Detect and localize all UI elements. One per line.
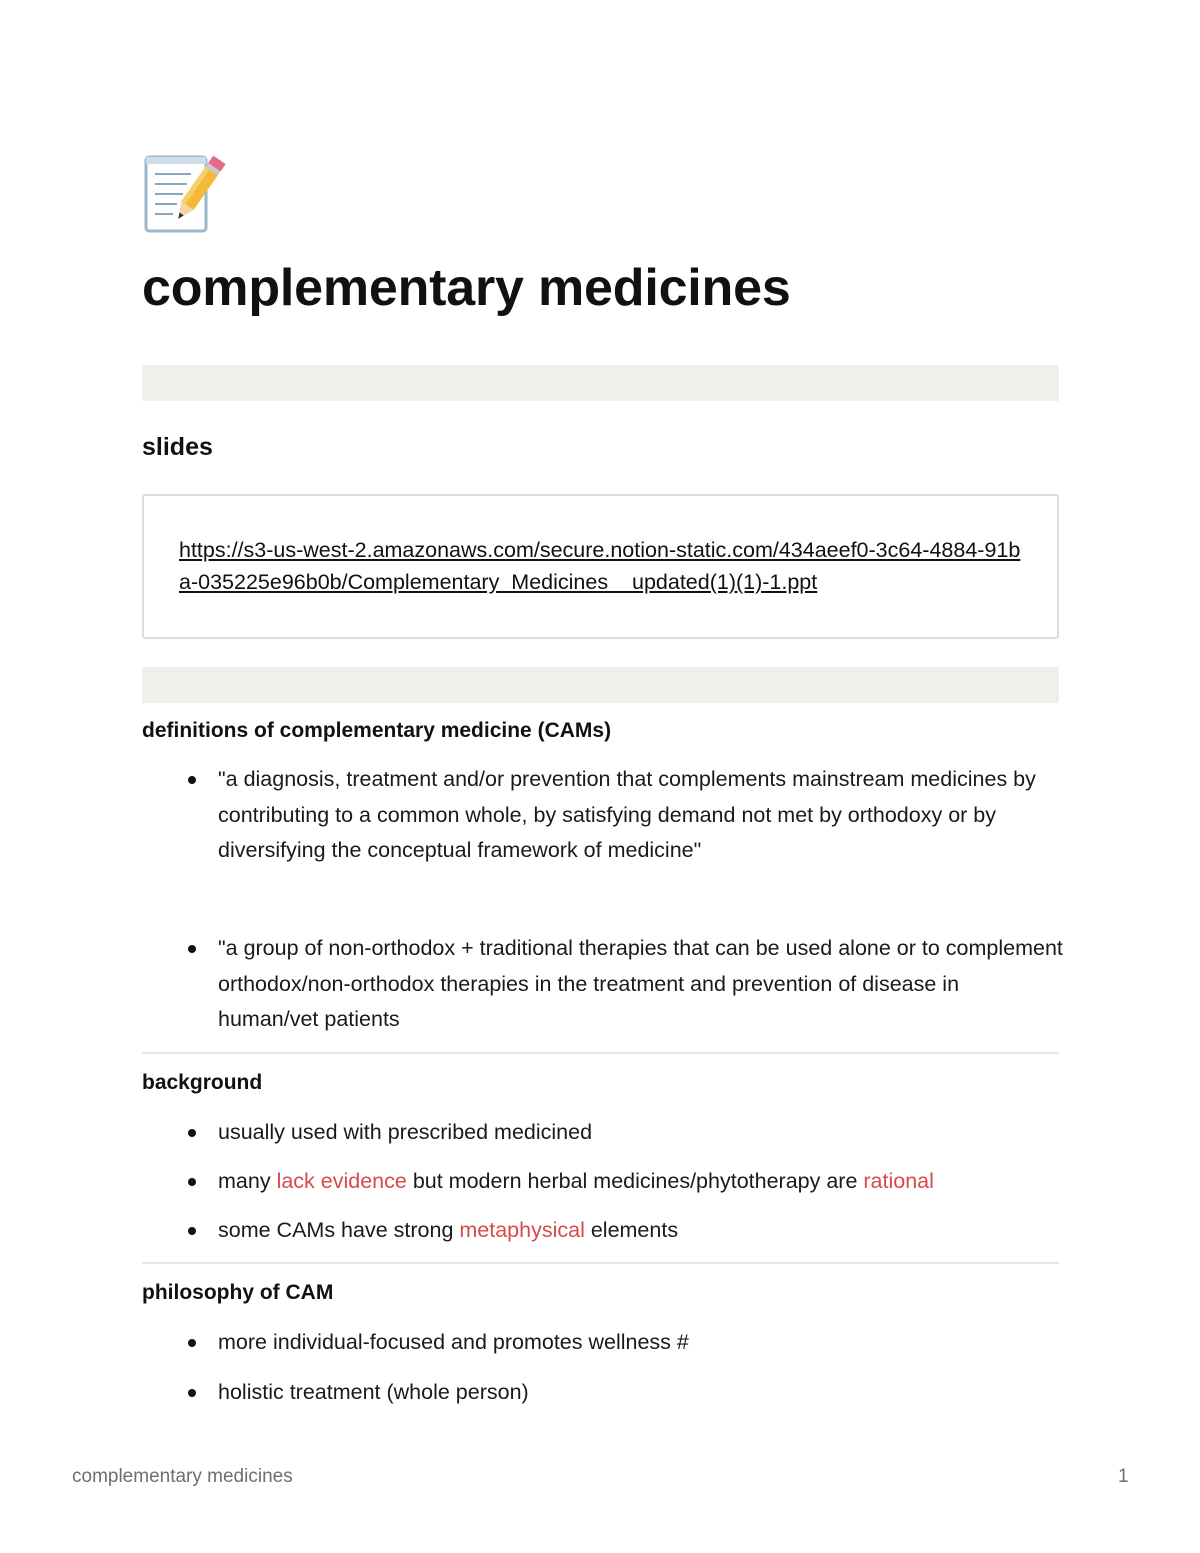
text-span: but modern herbal medicines/phytotherapy are [406, 1169, 864, 1193]
highlight-text: rational [863, 1169, 934, 1193]
footer-title: complementary medicines [72, 1466, 293, 1487]
list-item: "a group of non-orthodox + traditional therapies that can be used alone or to complement orthodox/non-orthodox therapies in the treatment and prevention of disease in human/vet patients [218, 931, 1063, 1038]
list-item [218, 1164, 1063, 1200]
divider [142, 1262, 1059, 1264]
highlight-text: metaphysical [459, 1218, 585, 1242]
text-span: elements [584, 1218, 679, 1242]
callout-bar [142, 365, 1059, 401]
text-span: some CAMs have strong [218, 1218, 460, 1242]
definitions-heading: definitions of complementary medicine (CAMs) [142, 719, 612, 742]
page-title: complementary medicines [142, 259, 791, 317]
highlight-text: lack evidence [276, 1169, 407, 1193]
callout-bar [142, 667, 1059, 703]
divider [142, 1052, 1059, 1054]
background-heading: background [142, 1071, 263, 1094]
philosophy-heading: philosophy of CAM [142, 1281, 334, 1304]
slides-link[interactable]: https://s3-us-west-2.amazonaws.com/secure.notion-static.com/434aeef0-3c64-4884-91ba-035225e96b0b/Complementary_Medicines__updated(1)(1)-1.ppt [179, 538, 1021, 594]
list-item [218, 1213, 1063, 1249]
memo-pencil-icon [143, 152, 229, 236]
text-span: many [218, 1169, 277, 1193]
list-item: more individual-focused and promotes wellness # [218, 1325, 1063, 1361]
slides-heading: slides [142, 433, 213, 461]
list-item: "a diagnosis, treatment and/or prevention that complements mainstream medicines by contributing to a common whole, by satisfying demand not met by orthodoxy or by diversifying the conceptual framework of medicine" [218, 762, 1063, 869]
slides-link-box [142, 494, 1059, 639]
list-item: holistic treatment (whole person) [218, 1375, 1063, 1411]
page-number: 1 [1118, 1466, 1129, 1487]
list-item: usually used with prescribed medicined [218, 1115, 1063, 1151]
